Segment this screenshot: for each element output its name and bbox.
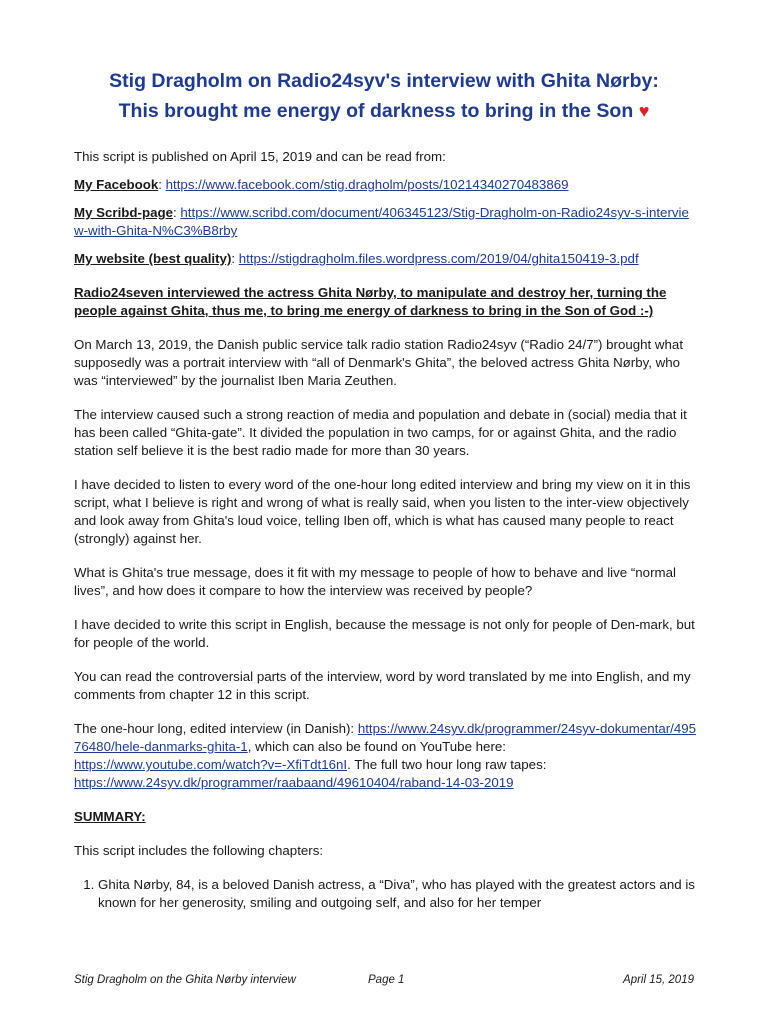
footer-date: April 15, 2019	[623, 974, 694, 986]
scribd-label: My Scribd-page	[74, 205, 174, 220]
page-title	[40, 66, 728, 126]
lead-paragraph: Radio24seven interviewed the actress Ghita Nørby, to manipulate and destroy her, turning the people against Ghita, thus me, to bring me energy of darkness to bring in the Son of God :-)	[74, 285, 667, 318]
summary-heading: SUMMARY:	[74, 809, 146, 824]
p7-text-b: , which can also be found on YouTube here:	[247, 739, 506, 754]
facebook-label: My Facebook	[74, 177, 159, 192]
summary-intro: This script includes the following chapters:	[74, 843, 324, 858]
website-line: My website (best quality): https://stigdragholm.files.wordpress.com/2019/04/ghita150419-3.pdf	[74, 251, 639, 266]
footer-left: Stig Dragholm on the Ghita Nørby interview	[74, 974, 296, 986]
paragraph-6: You can read the controversial parts of the interview, word by word translated by me into English, and my comments from chapter 12 in this script.	[74, 669, 691, 702]
paragraph-4: What is Ghita's true message, does it fit with my message to people of how to behave and live “normal lives”, and how does it compare to how the interview was received by people?	[74, 565, 676, 598]
document-body	[74, 148, 698, 912]
paragraph-3: I have decided to listen to every word of the one-hour long edited interview and bring my view on it in this script, what I believe is right and wrong of what is really said, when you listen to the inter-view objectively and look away from Ghita's loud voice, telling Iben off, which is what has caused many people to react (strongly) against her.	[74, 477, 691, 546]
facebook-link[interactable]: https://www.facebook.com/stig.dragholm/posts/10214340270483869	[165, 177, 569, 192]
paragraph-1: On March 13, 2019, the Danish public service talk radio station Radio24syv (“Radio 24/7”) brought what supposedly was a portrait interview with “all of Denmark's Ghita”, the beloved actress Ghita Nørby, who was “interviewed” by the journalist Iben Maria Zeuthen.	[74, 337, 684, 388]
youtube-link[interactable]: https://www.youtube.com/watch?v=-XfiTdt16nI	[74, 757, 348, 772]
chapter-list	[74, 876, 698, 912]
facebook-line: My Facebook: https://www.facebook.com/stig.dragholm/posts/10214340270483869	[74, 177, 569, 192]
p7-text-c: . The full two hour long raw tapes:	[347, 757, 547, 772]
website-link[interactable]: https://stigdragholm.files.wordpress.com/2019/04/ghita150419-3.pdf	[238, 251, 639, 266]
interview-link[interactable]: https://www.24syv.dk/programmer/24syv-dokumentar/49576480/hele-danmarks-ghita-1	[74, 721, 697, 754]
website-label: My website (best quality)	[74, 251, 232, 266]
title-line-1: Stig Dragholm on Radio24syv's interview with Ghita Nørby:	[109, 70, 659, 92]
chapter-item: 1. Ghita Nørby, 84, is a beloved Danish actress, a “Diva”, who has played with the greatest actors and is known for her generosity, smiling and outgoing self, and also for her temper	[98, 876, 698, 912]
scribd-link[interactable]: https://www.scribd.com/document/406345123/Stig-Dragholm-on-Radio24syv-s-interview-with-Ghita-N%C3%B8rby	[74, 205, 689, 238]
heart-icon: ♥	[638, 101, 650, 121]
paragraph-2: The interview caused such a strong reaction of media and population and debate in (social) media that it has been called “Ghita-gate”. It divided the population in two camps, for or against Ghita, and the radio station self believe it is the best radio made for more than 30 years.	[74, 407, 687, 458]
footer-page-number: Page 1	[368, 974, 405, 986]
paragraph-5: I have decided to write this script in English, because the message is not only for people of Den-mark, but for people of the world.	[74, 617, 695, 650]
intro-text: This script is published on April 15, 2019 and can be read from:	[74, 149, 446, 164]
raw-tapes-link[interactable]: https://www.24syv.dk/programmer/raabaand/49610404/raband-14-03-2019	[74, 775, 514, 790]
paragraph-7	[74, 720, 698, 792]
title-line-2: This brought me energy of darkness to bring in the Son ♥	[118, 100, 650, 122]
p7-text-a: The one-hour long, edited interview (in Danish):	[74, 721, 358, 736]
scribd-line: My Scribd-page: https://www.scribd.com/document/406345123/Stig-Dragholm-on-Radio24syv-s-interview-with-Ghita-N%C3%B8rby	[74, 205, 689, 238]
